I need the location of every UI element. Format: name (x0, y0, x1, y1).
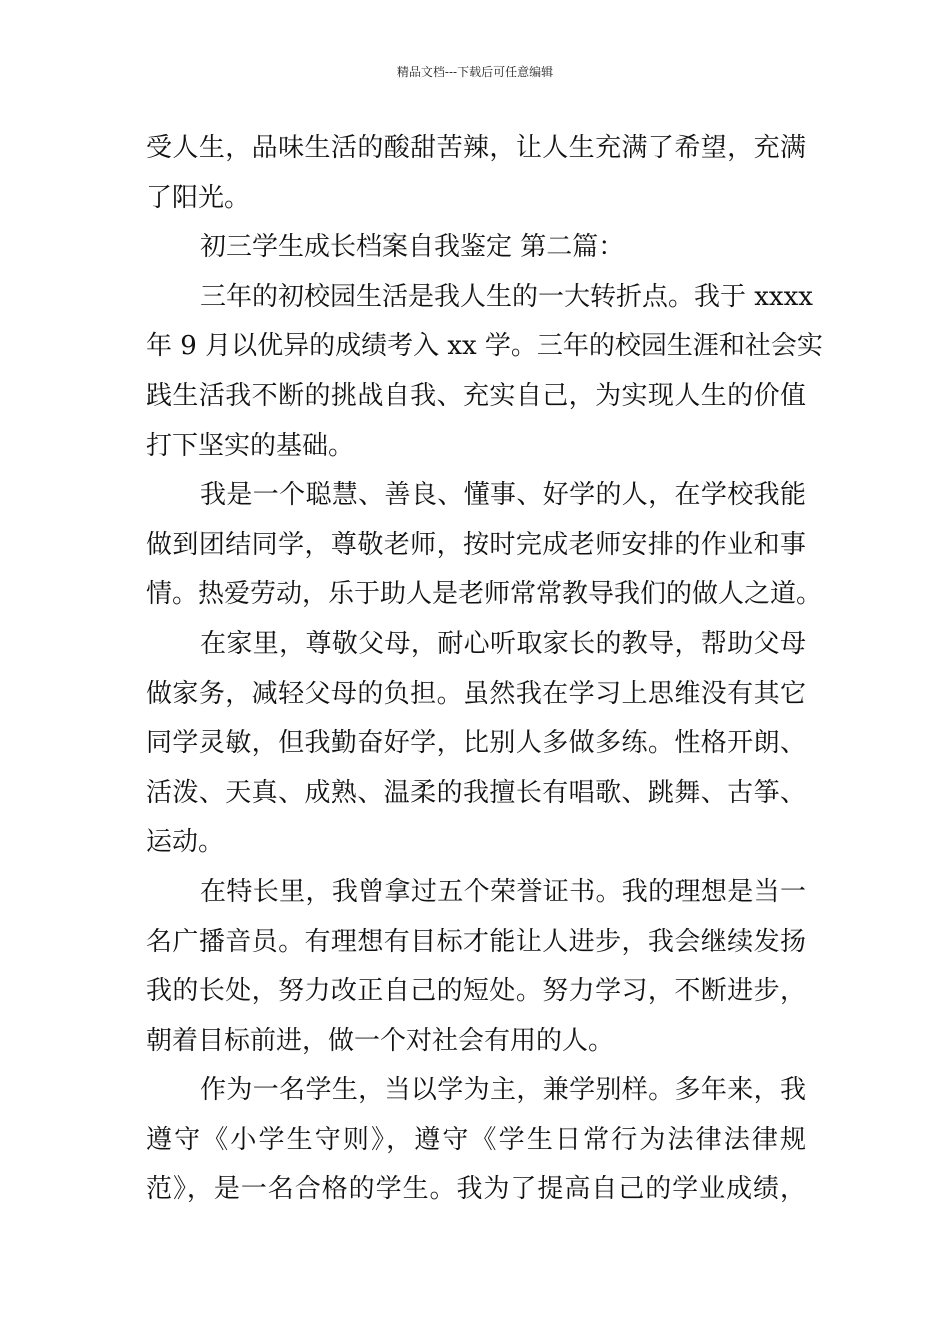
text-line: 名广播音员。有理想有目标才能让人进步，我会继续发扬 (146, 926, 806, 957)
text-line: 受人生，品味生活的酸甜苦辣，让人生充满了希望，充满 (146, 133, 806, 163)
text-line: 践生活我不断的挑战自我、充实自己，为实现人生的价值 (146, 380, 806, 411)
text-line: 做到团结同学，尊敬老师，按时完成老师安排的作业和事 (146, 529, 806, 560)
text-line: 我是一个聪慧、善良、懂事、好学的人，在学校我能 (200, 480, 806, 511)
text-line: 做家务，减轻父母的负担。虽然我在学习上思维没有其它 (146, 678, 806, 709)
text-line: 同学灵敏，但我勤奋好学，比别人多做多练。性格开朗、 (146, 728, 806, 759)
text-line: 作为一名学生，当以学为主，兼学别样。多年来，我 (200, 1075, 806, 1106)
text-line: 情。热爱劳动，乐于助人是老师常常教导我们的做人之道。 (146, 579, 823, 610)
document-body (146, 124, 823, 1215)
text-line: 打下坚实的基础。 (146, 430, 355, 461)
text-line: 活泼、天真、成熟、温柔的我擅长有唱歌、跳舞、古筝、 (146, 777, 806, 808)
text-line: 范》，是一名合格的学生。我为了提高自己的学业成绩， (146, 1174, 806, 1205)
text-line: 三年的初校园生活是我人生的一大转折点。我于 xxxx (200, 281, 813, 312)
text-line: 运动。 (146, 827, 225, 858)
text-line: 了阳光。 (146, 182, 251, 213)
text-line: 遵守《小学生守则》，遵守《学生日常行为法律法律规 (146, 1124, 806, 1155)
text-line: 年 9 月以优异的成绩考入 xx 学。三年的校园生涯和社会实 (146, 331, 823, 362)
section-heading: 初三学生成长档案自我鉴定 第二篇： (200, 232, 625, 263)
text-line: 朝着目标前进，做一个对社会有用的人。 (146, 1025, 615, 1056)
page-header: 精品文档---下载后可任意编辑 (396, 65, 554, 79)
text-line: 在家里，尊敬父母，耐心听取家长的教导，帮助父母 (200, 628, 806, 659)
text-line: 在特长里，我曾拿过五个荣誉证书。我的理想是当一 (200, 876, 806, 907)
text-line: 我的长处，努力改正自己的短处。努力学习，不断进步， (146, 976, 806, 1007)
